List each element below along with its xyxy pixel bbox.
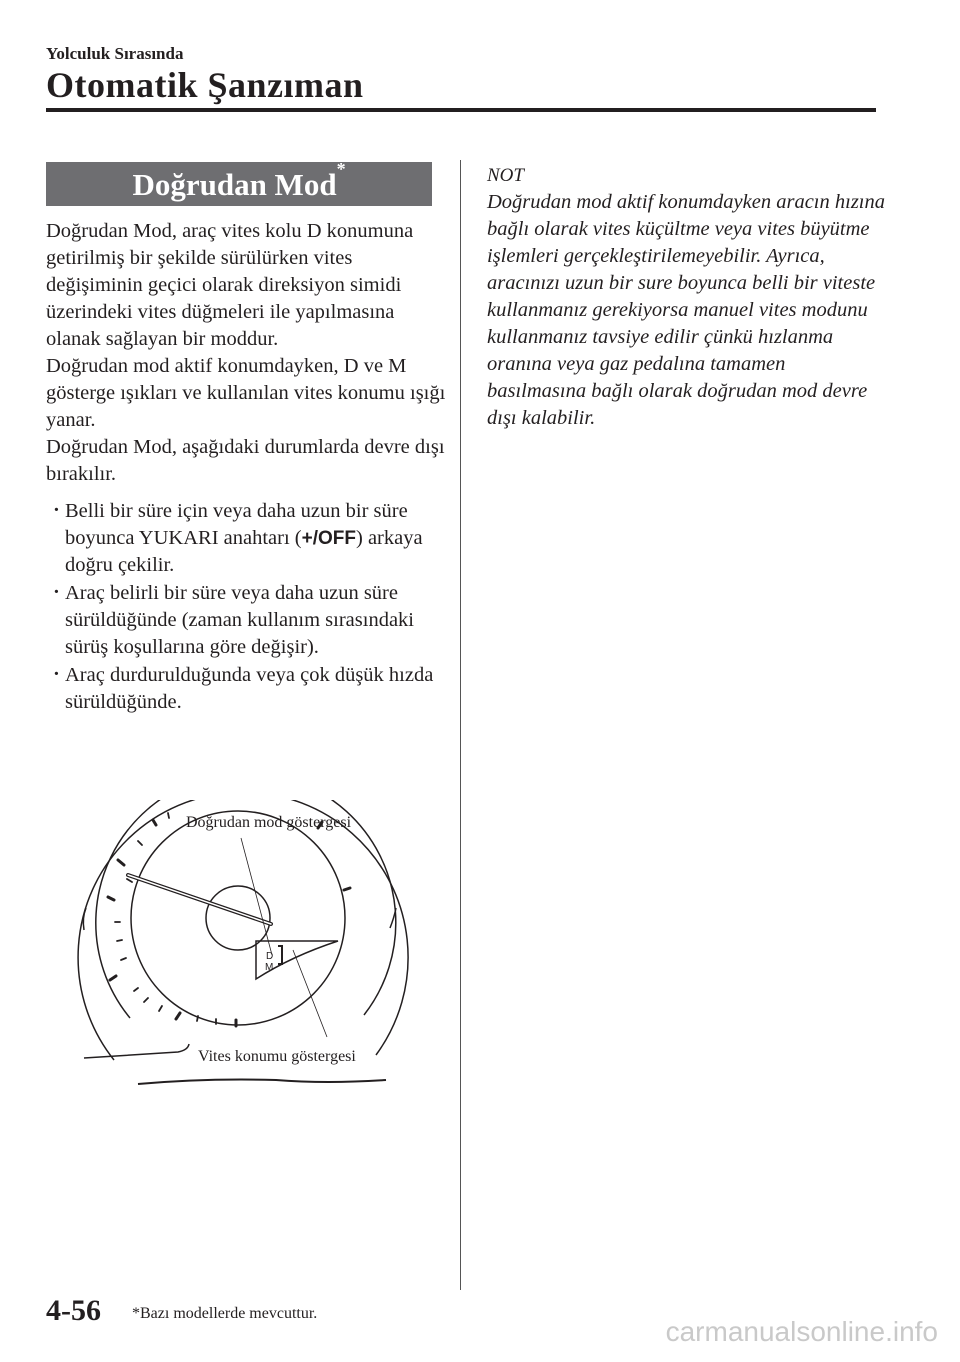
tick-minor [121, 958, 126, 960]
body-paragraph-3: Doğrudan Mod, aşağıdaki durumlarda devre dışı bırakılır. [46, 436, 445, 485]
gear-display-outline [278, 946, 282, 964]
banner-asterisk: * [336, 159, 346, 179]
outer-bezel [78, 800, 408, 1060]
footnote: *Bazı modellerde mevcuttur. [132, 1305, 318, 1322]
cluster-drawing [46, 800, 446, 1095]
watermark: carmanualsonline.info [665, 1316, 938, 1347]
dash-line-left [84, 1044, 189, 1058]
section-title: Yolculuk Sırasında [46, 44, 184, 63]
condition-list [46, 498, 446, 716]
list-item-text-after: ) arkaya doğru çekilir. [65, 527, 423, 576]
body-paragraph-2: Doğrudan mod aktif konumdayken, D ve M gösterge ışıkları ve kullanılan vites konumu ışığı yanar. [46, 355, 446, 431]
callout-label-gear-position: Vites konumu göstergesi [198, 1048, 356, 1065]
left-trim [83, 908, 86, 930]
gauge-needle-highlight [128, 875, 271, 924]
tick-major [118, 860, 124, 865]
callout-label-direct-mode: Doğrudan mod göstergesi [186, 814, 352, 831]
note-title: NOT [487, 165, 524, 186]
tick-minor [138, 841, 142, 845]
plus-off-switch-symbol: +/OFF [301, 528, 356, 549]
tick-minor [168, 813, 169, 818]
scale-minor-ticks [115, 813, 216, 1024]
bullet-dot: · [53, 663, 60, 685]
gauge-face [131, 811, 345, 1025]
column-divider [460, 160, 461, 1290]
callout-lines [241, 838, 327, 1037]
tick-major [344, 888, 350, 890]
list-item [46, 662, 446, 716]
note-text: Doğrudan mod aktif konumdayken aracın hızına bağlı olarak vites küçültme veya vites büyütme işlemleri gerçekleştirilemeyebilir. Ayrıca, aracınızı uzun bir sure boyunca belli bir viteste kullanmanız gerekiyorsa manuel vites modunu kullanmanız tavsiye edilir çünkü hızlanma oranına veya gaz pedalına tamamen basılmasına bağlı olarak doğrudan mod devre dışı kalabilir. [487, 191, 885, 429]
page-number: 4-56 [46, 1294, 101, 1327]
bullet-dot: · [53, 581, 60, 603]
d-indicator: D [266, 951, 274, 962]
list-item-text: Araç belirli bir süre veya daha uzun süre sürüldüğünde (zaman kullanım sırasındaki sürüş koşullarına göre değişir). [65, 582, 414, 658]
tick-minor [144, 998, 148, 1002]
scale-major-ticks [108, 820, 350, 1026]
tick-major [110, 976, 116, 980]
tick-major [108, 897, 114, 900]
tick-minor [197, 1016, 198, 1021]
chapter-title: Otomatik Şanzıman [46, 65, 364, 105]
header-rule [46, 108, 876, 112]
callout-line-top [241, 838, 272, 955]
list-item [46, 498, 446, 579]
topic-banner [46, 159, 432, 206]
banner-title: Doğrudan Mod [132, 167, 337, 202]
tick-minor [117, 940, 122, 941]
tick-major [176, 1013, 180, 1019]
list-item-text: Araç durdurulduğunda veya çok düşük hızda sürüldüğünde. [65, 664, 434, 713]
bullet-dot: · [53, 499, 60, 521]
body-text [46, 218, 446, 717]
tick-major [153, 820, 156, 825]
instrument-cluster-illustration [46, 800, 446, 1095]
body-paragraph-1: Doğrudan Mod, araç vites kolu D konumuna getirilmiş bir şekilde sürülürken vites değişiminin geçici olarak direksiyon simidi üzerindeki vites düğmeleri ile yapılmasına olanak sağlayan bir moddur. [46, 220, 414, 350]
note-box [487, 162, 887, 432]
tick-minor [134, 988, 138, 991]
dash-line-bottom [138, 1080, 386, 1085]
list-item-text-before: Belli bir süre için veya daha uzun bir süre boyunca YUKARI anahtarı ( [65, 500, 408, 549]
tick-minor [159, 1006, 162, 1011]
callout-line-bottom [293, 950, 327, 1037]
tick-minor [127, 879, 132, 882]
m-indicator: M [265, 962, 274, 973]
list-item [46, 580, 446, 661]
